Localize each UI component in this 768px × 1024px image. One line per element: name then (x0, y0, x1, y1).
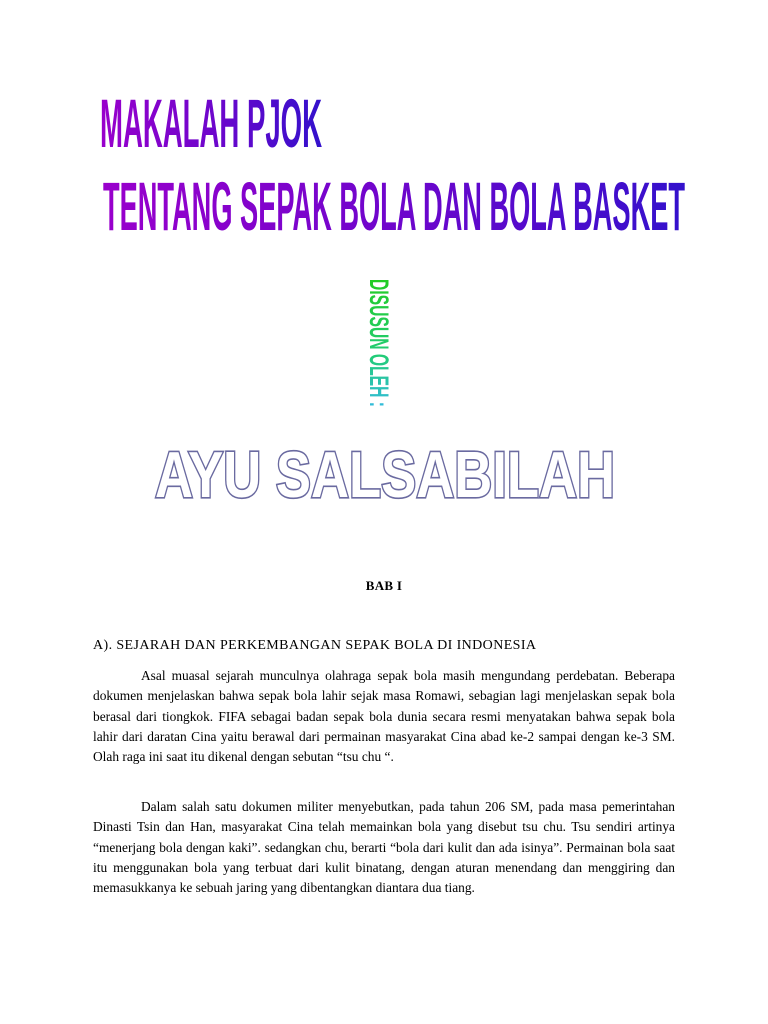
body-paragraph: Dalam salah satu dokumen militer menyebutkan, pada tahun 206 SM, pada masa pemerintahan Dinasti Tsin dan Han, masyarakat Cina telah memainkan bola yang disebut tsu chu. Tsu sendiri artinya “menerjang bola dengan kaki”. sedangkan chu, berarti “bola dari kulit dan ada isinya”. Permainan bola saat itu menggunakan bola yang terbuat dari kulit binatang, dengan aturan menendang dan menggiring dan memasukkanya ke sebuah jaring yang dibentangkan diantara dua tiang. (93, 799, 675, 896)
cover-author-name: AYU SALSABILAH (155, 438, 615, 512)
cover-author-label: DISUSUN OLEH : (363, 279, 395, 492)
body-paragraph: Asal muasal sejarah munculnya olahraga sepak bola masih mengundang perdebatan. Beberapa dokumen menjelaskan bahwa sepak bola lahir sejak masa Romawi, sebagian lagi menjelaskan sepak bola berasal dari tiongkok. FIFA sebagai badan sepak bola dunia secara resmi menyatakan bahwa sepak bola lahir dari daratan Cina yaitu berawal dari permainan masyarakat Cina abad ke-2 sampai dengan ke-3 SM. Olah raga ini saat itu dikenal dengan sebutan “tsu chu “. (93, 668, 675, 765)
section-heading: A). SEJARAH DAN PERKEMBANGAN SEPAK BOLA DI INDONESIA (93, 638, 537, 653)
cover-title-line1: MAKALAH PJOK (100, 86, 322, 163)
chapter-title: BAB I (365, 578, 403, 593)
cover-title-line2: TENTANG SEPAK BOLA DAN BOLA BASKET (103, 169, 685, 246)
